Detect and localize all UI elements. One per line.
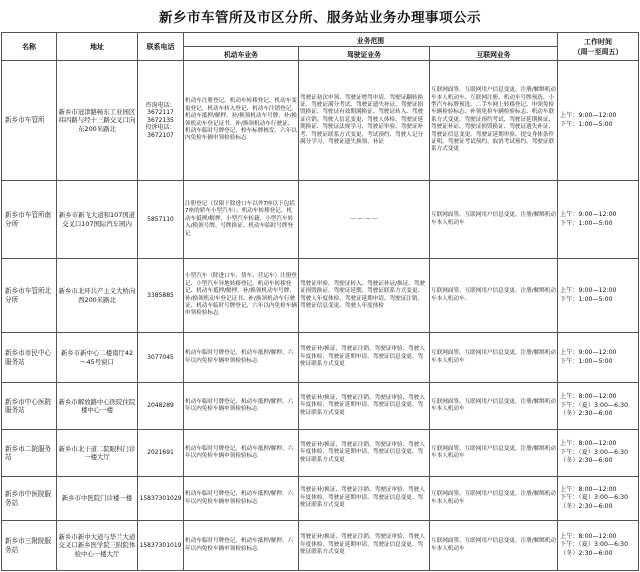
- header-scope: 业务范围: [184, 33, 558, 47]
- header-internet: 互联网业务: [430, 47, 558, 61]
- cell-hours: 上午：9:00—12:00 下午：1:00—5:00: [558, 181, 639, 259]
- cell-hours: 上午：8:00—12:00 下午：（夏）3:00—6:30 （冬）2:30—6:00: [558, 521, 639, 571]
- cell-hours: 上午：8:00—12:00 下午：（夏）3:00—6:30 （冬）2:30—6:00: [558, 430, 639, 477]
- cell-vehicle: 机动车临时号牌登记、机动车抵押/解押、六年以内免检车辆申领检验标志: [184, 333, 299, 383]
- cell-vehicle: 机动车临时号牌登记、机动车抵押/解押、六年以内免检车辆申领检验标志: [184, 430, 299, 477]
- cell-address: 新乡市北环共产主义大桥向西200米路北: [57, 259, 138, 333]
- table-row: [2, 521, 639, 571]
- cell-phone: 咨询电话：3672117 3672135 投诉电话：3672107: [138, 61, 184, 181]
- table-row: [2, 383, 639, 430]
- cell-internet: 互联网面签、互联网用户信息变更、注册/解绑机动车本人机动车: [430, 430, 558, 477]
- table-row: [2, 259, 639, 333]
- cell-phone: 2021691: [138, 430, 184, 477]
- cell-internet: 互联网面签、互联网用户信息变更、注册/解绑机动车本人机动车: [430, 333, 558, 383]
- cell-vehicle: 机动车注册登记、机动车转移登记、机动车变更登记、机动车转入登记、机动车注销登记、机动车抵押/解押、补/换领机动车号牌、补/换领机动车登记证书、补/换领机动车行驶证、机动车临时号牌登记、校车标牌核发、六年以内免检车辆申领检验标志: [184, 61, 299, 181]
- table-row: [2, 181, 639, 259]
- cell-license: 驾驶证补/换证、驾驶证注销、驾驶证审验、驾驶人年度体检、驾驶证延期申请、驾驶证信息变更、驾驶证联系方式变更: [299, 333, 430, 383]
- cell-vehicle: 注册登记（仅限于除进口车以外7座以下包括7座的轿车小型汽车）、机动车转移登记、机动车抵押/解押、小型汽车转籍、小型汽车转入/换领号牌、号牌换证、机动车临时号牌登记: [184, 181, 299, 259]
- cell-name: 新乡市中医院服务站: [2, 477, 57, 521]
- header-phone: 联系电话: [138, 33, 184, 61]
- cell-license: 驾驶证补/换证、驾驶证注销、驾驶证审验、驾驶人年度体检、驾驶证延期申请、驾驶证信息变更、驾驶证联系方式变更: [299, 477, 430, 521]
- cell-phone: 5857110: [138, 181, 184, 259]
- cell-address: 新乡市解放路中心医院住院楼中心一楼: [57, 383, 138, 430]
- cell-internet: 互联网面签、互联网用户信息变更、注册/解绑机动车本人机动车: [430, 477, 558, 521]
- cell-license: 驾驶证审验、驾驶证转入、驾驶证补证/换证、驾驶证损毁换证、驾驶证延期、驾驶证联系方式变更、驾驶人年度体检、驾驶证延期申请、驾驶证注销、驾驶证信息变更、驾驶人年度体检: [299, 259, 430, 333]
- services-table: [1, 32, 639, 571]
- cell-address: 新乡市新中心二楼南厅42～45号窗口: [57, 333, 138, 383]
- cell-vehicle: 机动车临时号牌登记、机动车抵押/解押、六年以内免检车辆申领检验标志: [184, 521, 299, 571]
- cell-internet: 互联网面签、互联网用户信息变更、注册/解绑机动车本人机动车。: [430, 259, 558, 333]
- cell-license: 驾驶证初次申领、驾驶证增驾申请、驾驶证翻转换证、驾驶证满分考试、驾驶证遗失补证、驾驶证损毁换证、驾驶证有效期满换证、驾驶证转入、驾驶证注销、驾驶人信息变更、驾驶人体检、驾驶证延期换证、驾驶证法规学习、驾驶证审验、驾驶证补考、驾驶证联系方式变更、考试预约、驾驶人记分满分学习、驾驶证遗失换领、补证: [299, 61, 430, 181]
- cell-name: 新乡市车管所北分所: [2, 259, 57, 333]
- cell-phone: 15837301019: [138, 521, 184, 571]
- table-row: [2, 333, 639, 383]
- cell-license: 驾驶证补/换证、驾驶证注销、驾驶证审验、驾驶人年度体检、驾驶证延期申请、驾驶证信息变更、驾驶证联系方式变更: [299, 521, 430, 571]
- cell-internet: 互联网面签、互联网用户信息变更、注册/解绑机动车本人机动车: [430, 521, 558, 571]
- cell-phone: 3385885: [138, 259, 184, 333]
- cell-name: 新乡市市民中心服务站: [2, 333, 57, 383]
- cell-name: 新乡市中心医院服务站: [2, 383, 57, 430]
- cell-address: 新乡市新飞大道和107国道交叉口107国际汽车园内: [57, 181, 138, 259]
- cell-phone: 15837301029: [138, 477, 184, 521]
- cell-hours: 上午：9:00—12:00 下午：1:00—5:00: [558, 259, 639, 333]
- cell-name: 新乡市三附院服务站: [2, 521, 57, 571]
- header-vehicle: 机动车业务: [184, 47, 299, 61]
- page-title: 新乡市车管所及市区分所、服务站业务办理事项公示: [159, 10, 481, 26]
- cell-address: 新乡市新中大道与华兰大道交叉口新乡医学院三附院体检中心一楼大厅: [57, 521, 138, 571]
- cell-internet: 互联网面签、互联网用户信息变更、注册/解绑机动车本人机动车: [430, 181, 558, 259]
- header-name: 名称: [2, 33, 57, 61]
- cell-internet: 互联网面签、互联网用户信息变更、注册/解绑机动车本人机动车、互联网注册、机动车号牌预选、小型汽车标牌预选、二手车网上转移登记、申领免检车辆检验标志、补领免检车辆检验标志、机动车联系方式变更、驾驶证预约考试、驾驶证延期换证、驾驶证补证、驾驶证损毁换证、驾驶证遗失补证、驾驶证信息变更、驾驶证延期审验、提交身体条件证明、驾驶证考试预约、取消考试预约、驾驶证联系方式变更: [430, 61, 558, 181]
- table-row: [2, 430, 639, 477]
- cell-hours: 上午：9:00—12:00 下午：1:00—5:00: [558, 333, 639, 383]
- header-license: 驾驶证业务: [299, 47, 430, 61]
- cell-vehicle: 机动车临时号牌登记、机动车抵押/解押、六年以内免检车辆申领检验标志: [184, 383, 299, 430]
- cell-license: －－－－: [299, 181, 430, 259]
- cell-address: 新乡市中医院门诊楼一楼: [57, 477, 138, 521]
- header-address: 地址: [57, 33, 138, 61]
- cell-hours: 上午：8:00—12:00 下午：（夏）3:00—6:30 （冬）2:30—6:00: [558, 477, 639, 521]
- cell-address: 新乡市北干道二院眼科门诊一楼大厅: [57, 430, 138, 477]
- cell-phone: 2048289: [138, 383, 184, 430]
- cell-phone: 3077045: [138, 333, 184, 383]
- cell-internet: 互联网面签、互联网用户信息变更、注册/解绑机动车本人机动车: [430, 383, 558, 430]
- cell-address: 新乡市冠津路畅东工业园区纬四路与经十三路交叉口向东200米路北: [57, 61, 138, 181]
- cell-vehicle: 机动车临时号牌登记、机动车抵押/解押、六年以内免检车辆申领检验标志: [184, 477, 299, 521]
- cell-license: 驾驶证补/换证、驾驶证注销、驾驶证审验、驾驶人年度体检、驾驶证延期申请、驾驶证信息变更、驾驶证联系方式变更: [299, 383, 430, 430]
- cell-license: 驾驶证补/换证、驾驶证注销、驾驶证审验、驾驶人年度体检、驾驶证延期申请、驾驶证信息变更、驾驶证联系方式变更: [299, 430, 430, 477]
- cell-name: 新乡市二院服务站: [2, 430, 57, 477]
- table-row: [2, 477, 639, 521]
- cell-vehicle: 小型汽车（除进口车、货车、营运车）注册登记、小型汽车异地转移登记、机动车转移登记、机动车抵押/解押、补/换领机动车号牌、补/换领机动车登记证书、补/换领机动车行驶证、机动车临时号牌登记、六年以内免检车辆申领检验标志: [184, 259, 299, 333]
- cell-name: 新乡市车管所南分所: [2, 181, 57, 259]
- cell-hours: 上午：8:00—12:00 下午：（夏）3:00—6:30 （冬）2:30—6:00: [558, 383, 639, 430]
- table-row: [2, 61, 639, 181]
- header-hours: 工作时间 （周一至周五）: [558, 33, 639, 61]
- cell-hours: 上午：9:00—12:00 下午：1:00—5:00: [558, 61, 639, 181]
- cell-name: 新乡市车管所: [2, 61, 57, 181]
